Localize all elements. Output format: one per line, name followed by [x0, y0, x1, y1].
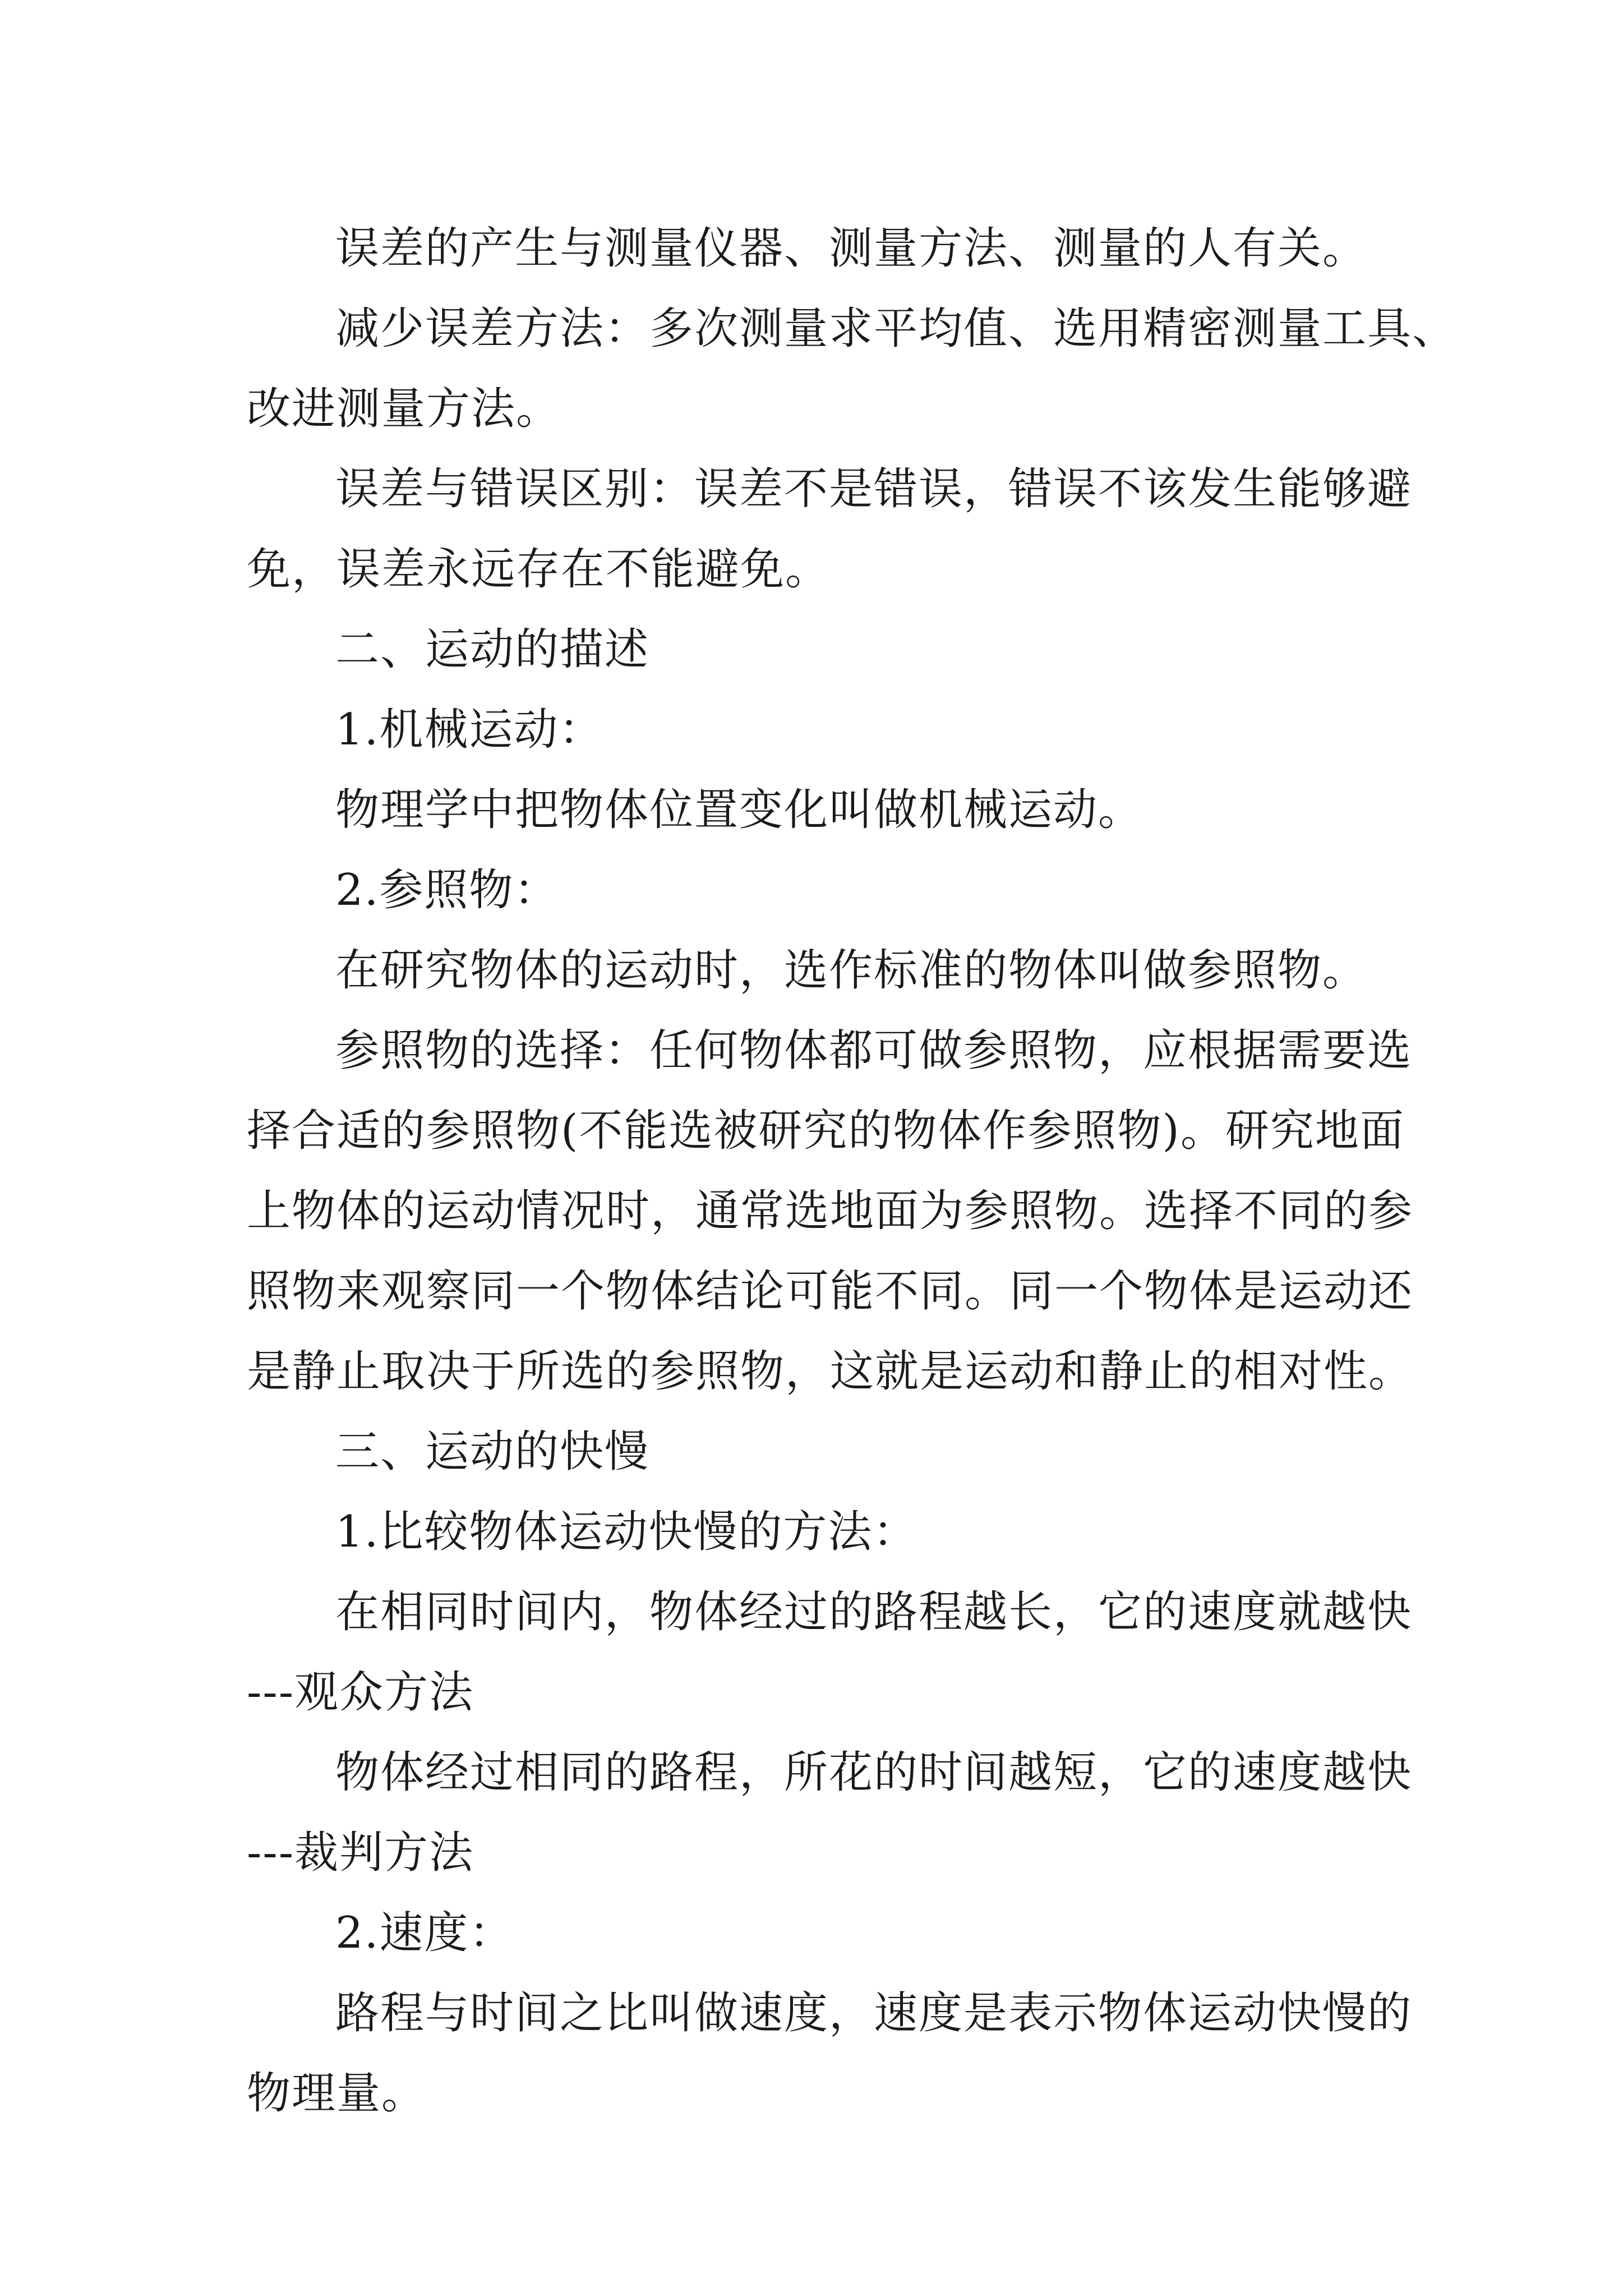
text-line: 物理学中把物体位置变化叫做机械运动。	[335, 785, 1144, 835]
text-line: 参照物的选择：任何物体都可做参照物，应根据需要选	[335, 1025, 1413, 1076]
text-line: 物体经过相同的路程，所花的时间越短，它的速度越快	[335, 1747, 1413, 1798]
text-line: 改进测量方法。	[247, 384, 561, 434]
text-line: ---观众方法	[247, 1667, 474, 1718]
subsection-heading: 2.速度：	[335, 1908, 514, 1958]
text-line: 是静止取决于所选的参照物，这就是运动和静止的相对性。	[247, 1346, 1414, 1397]
section-heading: 三、运动的快慢	[335, 1427, 650, 1477]
text-line: 减少误差方法：多次测量求平均值、选用精密测量工具、	[335, 303, 1458, 354]
text-line: 误差与错误区别：误差不是错误，错误不该发生能够避	[335, 464, 1413, 514]
text-line: 照物来观察同一个物体结论可能不同。同一个物体是运动还	[247, 1266, 1414, 1317]
document-body	[247, 209, 1458, 2134]
text-line: 在研究物体的运动时，选作标准的物体叫做参照物。	[335, 945, 1368, 996]
text-line: 择合适的参照物(不能选被研究的物体作参照物)。研究地面	[247, 1106, 1405, 1156]
section-heading: 二、运动的描述	[335, 624, 650, 675]
subsection-heading: 1.机械运动：	[335, 705, 604, 755]
text-line: 物理量。	[247, 2068, 427, 2119]
text-line: 误差的产生与测量仪器、测量方法、测量的人有关。	[335, 223, 1368, 274]
text-line: ---裁判方法	[247, 1828, 474, 1878]
text-line: 上物体的运动情况时，通常选地面为参照物。选择不同的参	[247, 1186, 1414, 1236]
text-line: 在相同时间内，物体经过的路程越长，它的速度就越快	[335, 1587, 1413, 1637]
text-line: 路程与时间之比叫做速度，速度是表示物体运动快慢的	[335, 1988, 1413, 2039]
subsection-heading: 2.参照物：	[335, 865, 559, 915]
subsection-heading: 1.比较物体运动快慢的方法：	[335, 1507, 918, 1557]
text-line: 免，误差永远存在不能避免。	[247, 544, 831, 595]
